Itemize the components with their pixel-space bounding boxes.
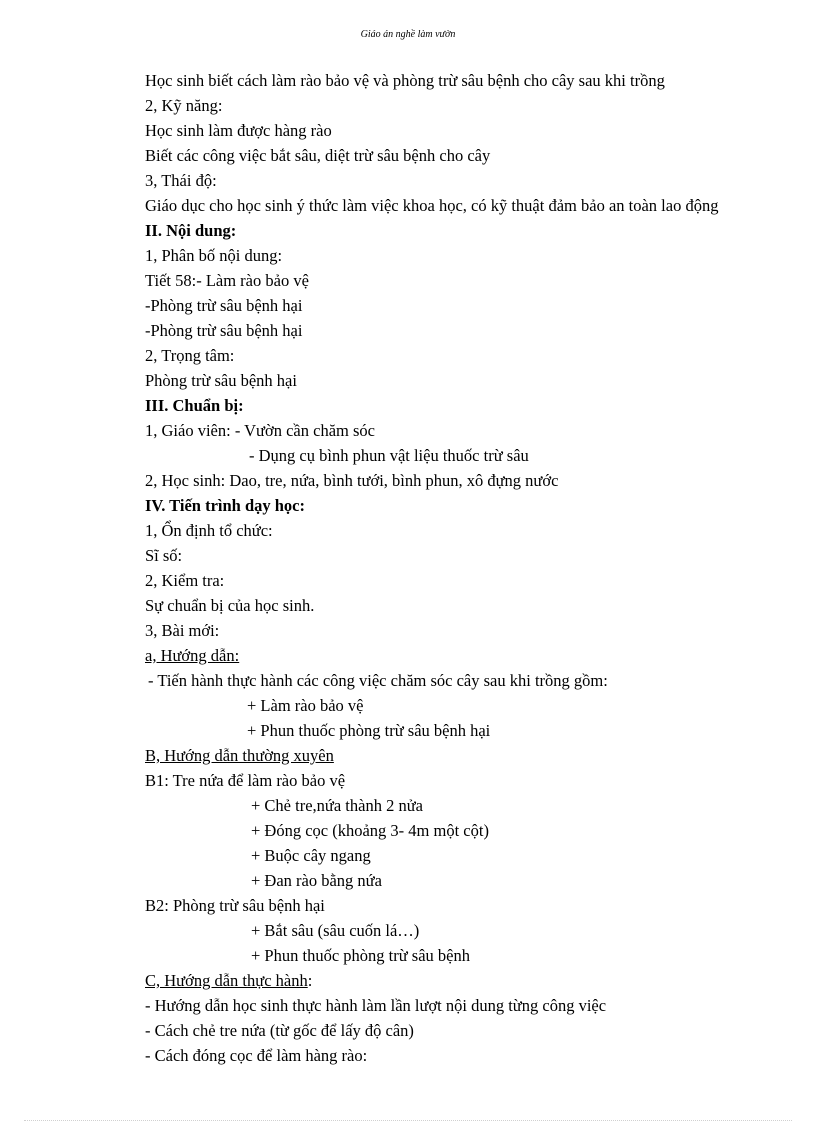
list-item: + Làm rào bảo vệ — [247, 696, 364, 715]
text-line: Học sinh làm được hàng rào — [145, 121, 332, 140]
underlined-heading: a, Hướng dẫn: — [145, 646, 240, 665]
list-item: + Đan rào bằng nứa — [251, 871, 382, 890]
underlined-heading: B, Hướng dẫn thường xuyên — [145, 746, 334, 765]
section-heading: III. Chuẩn bị: — [145, 396, 244, 415]
text-line: -Phòng trừ sâu bệnh hại — [145, 296, 303, 315]
text-line: Phòng trừ sâu bệnh hại — [145, 371, 297, 390]
text-line: B1: Tre nứa để làm rào bảo vệ — [145, 771, 346, 790]
text-line: - Tiến hành thực hành các công việc chăm sóc cây sau khi trồng gồm: — [148, 671, 608, 690]
document-body — [145, 68, 785, 1068]
section-subheading: 2, Trọng tâm: — [145, 346, 235, 365]
page-header: Giáo án nghề làm vườn — [360, 29, 456, 40]
text-line: Tiết 58:- Làm rào bảo vệ — [145, 271, 309, 290]
text-line: Sĩ số: — [145, 546, 183, 565]
text-line: Học sinh biết cách làm rào bảo vệ và phòng trừ sâu bệnh cho cây sau khi trồng — [145, 71, 665, 90]
text-line: Biết các công việc bắt sâu, diệt trừ sâu bệnh cho cây — [145, 146, 491, 165]
section-subheading: 1, Ổn định tổ chức: — [145, 521, 273, 540]
text-line: - Dụng cụ bình phun vật liệu thuốc trừ sâu — [249, 446, 529, 465]
text-line: 1, Giáo viên: - Vườn cần chăm sóc — [145, 421, 375, 440]
section-heading: II. Nội dung: — [145, 221, 237, 240]
text-line: - Hướng dẫn học sinh thực hành làm lần lượt nội dung từng công việc — [145, 996, 607, 1015]
text-line: Giáo dục cho học sinh ý thức làm việc khoa học, có kỹ thuật đảm bảo an toàn lao động — [145, 196, 719, 215]
section-subheading: 1, Phân bố nội dung: — [145, 246, 283, 265]
list-item: + Phun thuốc phòng trừ sâu bệnh hại — [247, 721, 491, 740]
section-subheading: 3, Thái độ: — [145, 171, 217, 190]
text-line: B2: Phòng trừ sâu bệnh hại — [145, 896, 325, 915]
text-line: Sự chuẩn bị của học sinh. — [145, 596, 315, 615]
list-item: + Bắt sâu (sâu cuốn lá…) — [251, 921, 420, 940]
section-subheading: 3, Bài mới: — [145, 621, 220, 640]
list-item: + Buộc cây ngang — [251, 846, 371, 865]
text-line: 2, Học sinh: Dao, tre, nứa, bình tưới, bình phun, xô đựng nước — [145, 471, 559, 490]
heading-colon: : — [307, 971, 313, 990]
list-item: + Phun thuốc phòng trừ sâu bệnh — [251, 946, 470, 965]
section-subheading: 2, Kiểm tra: — [145, 571, 225, 590]
underlined-heading: C, Hướng dẫn thực hành — [145, 971, 308, 990]
section-subheading: 2, Kỹ năng: — [145, 96, 223, 115]
text-line: -Phòng trừ sâu bệnh hại — [145, 321, 303, 340]
page-bottom-divider — [24, 1120, 792, 1121]
text-line: - Cách chẻ tre nứa (từ gốc để lấy độ cân) — [145, 1021, 414, 1040]
list-item: + Chẻ tre,nứa thành 2 nửa — [251, 796, 423, 815]
list-item: + Đóng cọc (khoảng 3- 4m một cột) — [251, 821, 489, 840]
text-line: - Cách đóng cọc để làm hàng rào: — [145, 1046, 368, 1065]
section-heading: IV. Tiến trình dạy học: — [145, 496, 306, 515]
underlined-heading-line — [145, 968, 785, 993]
